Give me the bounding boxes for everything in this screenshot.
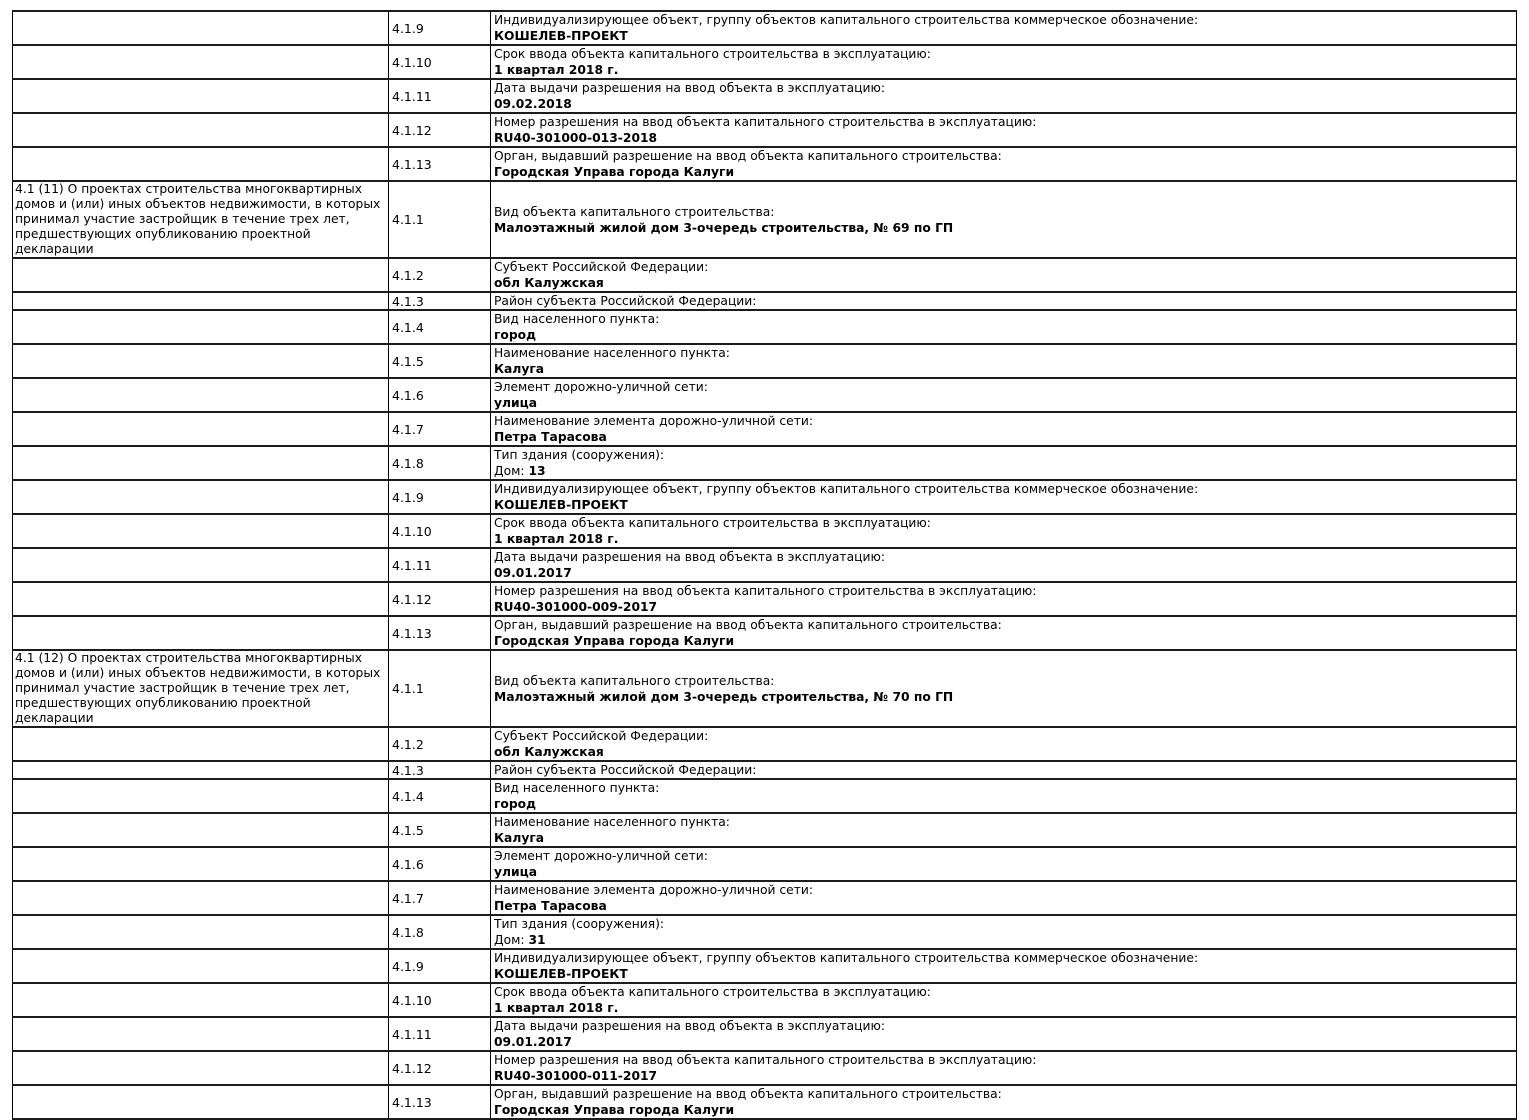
field-value — [494, 395, 1513, 411]
row-code-cell: 4.1.4 — [389, 779, 491, 813]
field-cell — [491, 779, 1517, 813]
field-value — [494, 531, 1513, 547]
section-description-cell-empty — [13, 480, 389, 514]
table-row — [13, 480, 1517, 514]
field-value-text: Малоэтажный жилой дом 3-очередь строительства, № 69 по ГП — [494, 220, 954, 235]
row-code-cell: 4.1.7 — [389, 881, 491, 915]
field-cell — [491, 514, 1517, 548]
row-code-cell: 4.1.9 — [389, 949, 491, 983]
row-code-cell: 4.1.5 — [389, 344, 491, 378]
field-value-text: улица — [494, 396, 538, 410]
field-value — [494, 864, 1513, 880]
field-cell — [491, 949, 1517, 983]
field-cell — [491, 378, 1517, 412]
row-code-cell: 4.1.12 — [389, 1051, 491, 1085]
field-label: Дата выдачи разрешения на ввод объекта в эксплуатацию: — [494, 1019, 885, 1033]
table-row — [13, 11, 1517, 45]
field-label: Номер разрешения на ввод объекта капитального строительства в эксплуатацию: — [494, 584, 1037, 598]
field-label: Тип здания (сооружения): — [494, 448, 665, 462]
field-value — [494, 327, 1513, 343]
section-description-cell-empty — [13, 79, 389, 113]
row-code-cell: 4.1.10 — [389, 45, 491, 79]
field-cell — [491, 1017, 1517, 1051]
table-row — [13, 181, 1517, 258]
field-label: Срок ввода объекта капитального строительства в эксплуатацию: — [494, 985, 931, 999]
field-label: Орган, выдавший разрешение на ввод объекта капитального строительства: — [494, 1087, 1002, 1101]
field-cell — [491, 915, 1517, 949]
table-row — [13, 79, 1517, 113]
section-description-cell: 4.1 (11) О проектах строительства многоквартирных домов и (или) иных объектов недвижимости, в которых принимал участие застройщик в течение трех лет, предшествующих опубликованию проектной декларации — [13, 181, 389, 258]
table-row — [13, 514, 1517, 548]
field-value-text: RU40-301000-009-2017 — [494, 600, 658, 614]
section-description-cell-empty — [13, 412, 389, 446]
section-description-cell-empty — [13, 378, 389, 412]
field-label: Тип здания (сооружения): — [494, 917, 665, 931]
section-description-cell-empty — [13, 1017, 389, 1051]
field-label: Срок ввода объекта капитального строительства в эксплуатацию: — [494, 516, 931, 530]
table-row — [13, 113, 1517, 147]
field-cell — [491, 1051, 1517, 1085]
row-code-cell: 4.1.11 — [389, 79, 491, 113]
row-code-cell: 4.1.10 — [389, 983, 491, 1017]
row-code-cell: 4.1.10 — [389, 514, 491, 548]
field-cell — [491, 113, 1517, 147]
table-row — [13, 310, 1517, 344]
field-value — [494, 497, 1513, 513]
row-code-cell: 4.1.13 — [389, 616, 491, 650]
table-row — [13, 1051, 1517, 1085]
field-cell — [491, 548, 1517, 582]
section-description-cell-empty — [13, 616, 389, 650]
field-value — [494, 130, 1513, 146]
table-row — [13, 761, 1517, 779]
field-label: Элемент дорожно-уличной сети: — [494, 380, 708, 394]
field-value-text: КОШЕЛЕВ-ПРОЕКТ — [494, 29, 628, 43]
field-value — [494, 463, 1513, 479]
row-code-cell: 4.1.11 — [389, 1017, 491, 1051]
field-cell — [491, 11, 1517, 45]
field-value-text: обл Калужская — [494, 745, 604, 759]
field-value — [494, 689, 1513, 705]
section-description-cell-empty — [13, 813, 389, 847]
field-value-text: 13 — [528, 464, 546, 478]
section-description-cell-empty — [13, 983, 389, 1017]
table-row — [13, 292, 1517, 310]
field-cell — [491, 412, 1517, 446]
field-label: Район субъекта Российской Федерации: — [494, 294, 757, 308]
field-value-text: город — [494, 328, 537, 342]
section-description-cell-empty — [13, 45, 389, 79]
field-value-text: 09.01.2017 — [494, 1035, 572, 1049]
field-value-text: Калуга — [494, 831, 545, 845]
section-description-cell-empty — [13, 761, 389, 779]
row-code-cell: 4.1.12 — [389, 582, 491, 616]
field-value-text: 1 квартал 2018 г. — [494, 532, 619, 546]
section-description-cell-empty — [13, 113, 389, 147]
field-value-text: 09.02.2018 — [494, 97, 572, 111]
field-cell — [491, 181, 1517, 258]
field-value — [494, 565, 1513, 581]
field-value-text: 09.01.2017 — [494, 566, 572, 580]
field-label: Район субъекта Российской Федерации: — [494, 763, 757, 777]
project-declaration-table — [12, 10, 1517, 1120]
field-label: Наименование элемента дорожно-уличной сети: — [494, 414, 814, 428]
row-code-cell: 4.1.12 — [389, 113, 491, 147]
field-cell — [491, 813, 1517, 847]
field-value — [494, 62, 1513, 78]
row-code-cell: 4.1.3 — [389, 292, 491, 310]
field-value-text: Петра Тарасова — [494, 899, 607, 913]
field-value-prefix: Дом: — [494, 464, 529, 478]
section-description-cell-empty — [13, 847, 389, 881]
section-description-cell-empty — [13, 915, 389, 949]
field-cell — [491, 292, 1517, 310]
table-row — [13, 446, 1517, 480]
section-description-cell-empty — [13, 949, 389, 983]
row-code-cell: 4.1.6 — [389, 847, 491, 881]
field-value-text: город — [494, 797, 537, 811]
section-description-cell-empty — [13, 310, 389, 344]
field-value — [494, 275, 1513, 291]
section-description-cell-empty — [13, 1051, 389, 1085]
table-row — [13, 813, 1517, 847]
field-value-text: улица — [494, 865, 538, 879]
field-value-text: 1 квартал 2018 г. — [494, 63, 619, 77]
row-code-cell: 4.1.11 — [389, 548, 491, 582]
row-code-cell: 4.1.2 — [389, 727, 491, 761]
field-value — [494, 599, 1513, 615]
section-description-cell-empty — [13, 147, 389, 181]
field-cell — [491, 1085, 1517, 1119]
table-row — [13, 147, 1517, 181]
table-row — [13, 847, 1517, 881]
table-row — [13, 45, 1517, 79]
field-label: Субъект Российской Федерации: — [494, 260, 709, 274]
table-row — [13, 915, 1517, 949]
row-code-cell: 4.1.8 — [389, 915, 491, 949]
field-cell — [491, 344, 1517, 378]
field-value — [494, 164, 1513, 180]
field-value-text: Городская Управа города Калуги — [494, 165, 735, 179]
field-cell — [491, 650, 1517, 727]
section-description-cell-empty — [13, 548, 389, 582]
field-label: Орган, выдавший разрешение на ввод объекта капитального строительства: — [494, 618, 1002, 632]
field-cell — [491, 147, 1517, 181]
row-code-cell: 4.1.9 — [389, 480, 491, 514]
field-label: Номер разрешения на ввод объекта капитального строительства в эксплуатацию: — [494, 1053, 1037, 1067]
field-value — [494, 96, 1513, 112]
field-cell — [491, 582, 1517, 616]
field-value — [494, 1102, 1513, 1118]
field-value-text: 1 квартал 2018 г. — [494, 1001, 619, 1015]
row-code-cell: 4.1.4 — [389, 310, 491, 344]
row-code-cell: 4.1.13 — [389, 1085, 491, 1119]
row-code-cell: 4.1.9 — [389, 11, 491, 45]
table-row — [13, 949, 1517, 983]
row-code-cell: 4.1.8 — [389, 446, 491, 480]
section-description-cell-empty — [13, 11, 389, 45]
field-cell — [491, 258, 1517, 292]
field-value — [494, 796, 1513, 812]
row-code-cell: 4.1.1 — [389, 650, 491, 727]
field-value-text: КОШЕЛЕВ-ПРОЕКТ — [494, 967, 628, 981]
table-row — [13, 983, 1517, 1017]
table-row — [13, 582, 1517, 616]
field-value — [494, 932, 1513, 948]
field-cell — [491, 983, 1517, 1017]
field-cell — [491, 616, 1517, 650]
row-code-cell: 4.1.5 — [389, 813, 491, 847]
table-row — [13, 258, 1517, 292]
field-cell — [491, 79, 1517, 113]
field-value-text: Петра Тарасова — [494, 430, 607, 444]
field-value-text: Городская Управа города Калуги — [494, 634, 735, 648]
field-cell — [491, 881, 1517, 915]
field-cell — [491, 480, 1517, 514]
field-value — [494, 1068, 1513, 1084]
field-value-text: 31 — [528, 933, 546, 947]
field-label: Дата выдачи разрешения на ввод объекта в эксплуатацию: — [494, 550, 885, 564]
table-row — [13, 616, 1517, 650]
section-description-cell-empty — [13, 881, 389, 915]
declaration-table-body — [13, 11, 1517, 1119]
field-value — [494, 898, 1513, 914]
field-cell — [491, 761, 1517, 779]
section-description-cell-empty — [13, 344, 389, 378]
field-cell — [491, 310, 1517, 344]
field-label: Вид населенного пункта: — [494, 781, 660, 795]
section-description-cell-empty — [13, 514, 389, 548]
table-row — [13, 1085, 1517, 1119]
field-value-text: RU40-301000-013-2018 — [494, 131, 658, 145]
table-row — [13, 548, 1517, 582]
field-cell — [491, 847, 1517, 881]
field-label: Индивидуализирующее объект, группу объектов капитального строительства коммерческое обозначение: — [494, 482, 1199, 496]
field-label: Срок ввода объекта капитального строительства в эксплуатацию: — [494, 47, 931, 61]
field-label: Орган, выдавший разрешение на ввод объекта капитального строительства: — [494, 149, 1002, 163]
table-row — [13, 727, 1517, 761]
field-label: Дата выдачи разрешения на ввод объекта в эксплуатацию: — [494, 81, 885, 95]
table-row — [13, 412, 1517, 446]
field-value-text: обл Калужская — [494, 276, 604, 290]
field-value-text: КОШЕЛЕВ-ПРОЕКТ — [494, 498, 628, 512]
field-value — [494, 429, 1513, 445]
field-value — [494, 220, 1513, 236]
field-label: Номер разрешения на ввод объекта капитального строительства в эксплуатацию: — [494, 115, 1037, 129]
table-row — [13, 378, 1517, 412]
row-code-cell: 4.1.1 — [389, 181, 491, 258]
field-value-prefix: Дом: — [494, 933, 529, 947]
section-description-cell-empty — [13, 258, 389, 292]
field-cell — [491, 45, 1517, 79]
row-code-cell: 4.1.3 — [389, 761, 491, 779]
section-description-cell-empty — [13, 779, 389, 813]
section-description-cell-empty — [13, 1085, 389, 1119]
field-label: Элемент дорожно-уличной сети: — [494, 849, 708, 863]
row-code-cell: 4.1.2 — [389, 258, 491, 292]
field-value-text: RU40-301000-011-2017 — [494, 1069, 658, 1083]
table-row — [13, 881, 1517, 915]
field-value-text: Малоэтажный жилой дом 3-очередь строительства, № 70 по ГП — [494, 689, 954, 704]
table-row — [13, 344, 1517, 378]
field-value-text: Калуга — [494, 362, 545, 376]
section-description-cell-empty — [13, 582, 389, 616]
field-label: Вид объекта капитального строительства: — [494, 673, 775, 688]
field-cell — [491, 446, 1517, 480]
field-label: Наименование населенного пункта: — [494, 815, 730, 829]
field-value-text: Городская Управа города Калуги — [494, 1103, 735, 1117]
field-value — [494, 28, 1513, 44]
field-value — [494, 1000, 1513, 1016]
field-cell — [491, 727, 1517, 761]
field-value — [494, 361, 1513, 377]
row-code-cell: 4.1.13 — [389, 147, 491, 181]
field-value — [494, 744, 1513, 760]
table-row — [13, 650, 1517, 727]
field-value — [494, 830, 1513, 846]
field-label: Индивидуализирующее объект, группу объектов капитального строительства коммерческое обозначение: — [494, 13, 1199, 27]
field-value — [494, 1034, 1513, 1050]
field-value — [494, 633, 1513, 649]
section-description-cell: 4.1 (12) О проектах строительства многоквартирных домов и (или) иных объектов недвижимости, в которых принимал участие застройщик в течение трех лет, предшествующих опубликованию проектной декларации — [13, 650, 389, 727]
field-label: Вид объекта капитального строительства: — [494, 204, 775, 219]
section-description-cell-empty — [13, 292, 389, 310]
field-label: Наименование населенного пункта: — [494, 346, 730, 360]
field-label: Вид населенного пункта: — [494, 312, 660, 326]
table-row — [13, 779, 1517, 813]
table-row — [13, 1017, 1517, 1051]
row-code-cell: 4.1.6 — [389, 378, 491, 412]
section-description-cell-empty — [13, 727, 389, 761]
row-code-cell: 4.1.7 — [389, 412, 491, 446]
field-value — [494, 966, 1513, 982]
field-label: Наименование элемента дорожно-уличной сети: — [494, 883, 814, 897]
field-label: Субъект Российской Федерации: — [494, 729, 709, 743]
field-label: Индивидуализирующее объект, группу объектов капитального строительства коммерческое обозначение: — [494, 951, 1199, 965]
section-description-cell-empty — [13, 446, 389, 480]
